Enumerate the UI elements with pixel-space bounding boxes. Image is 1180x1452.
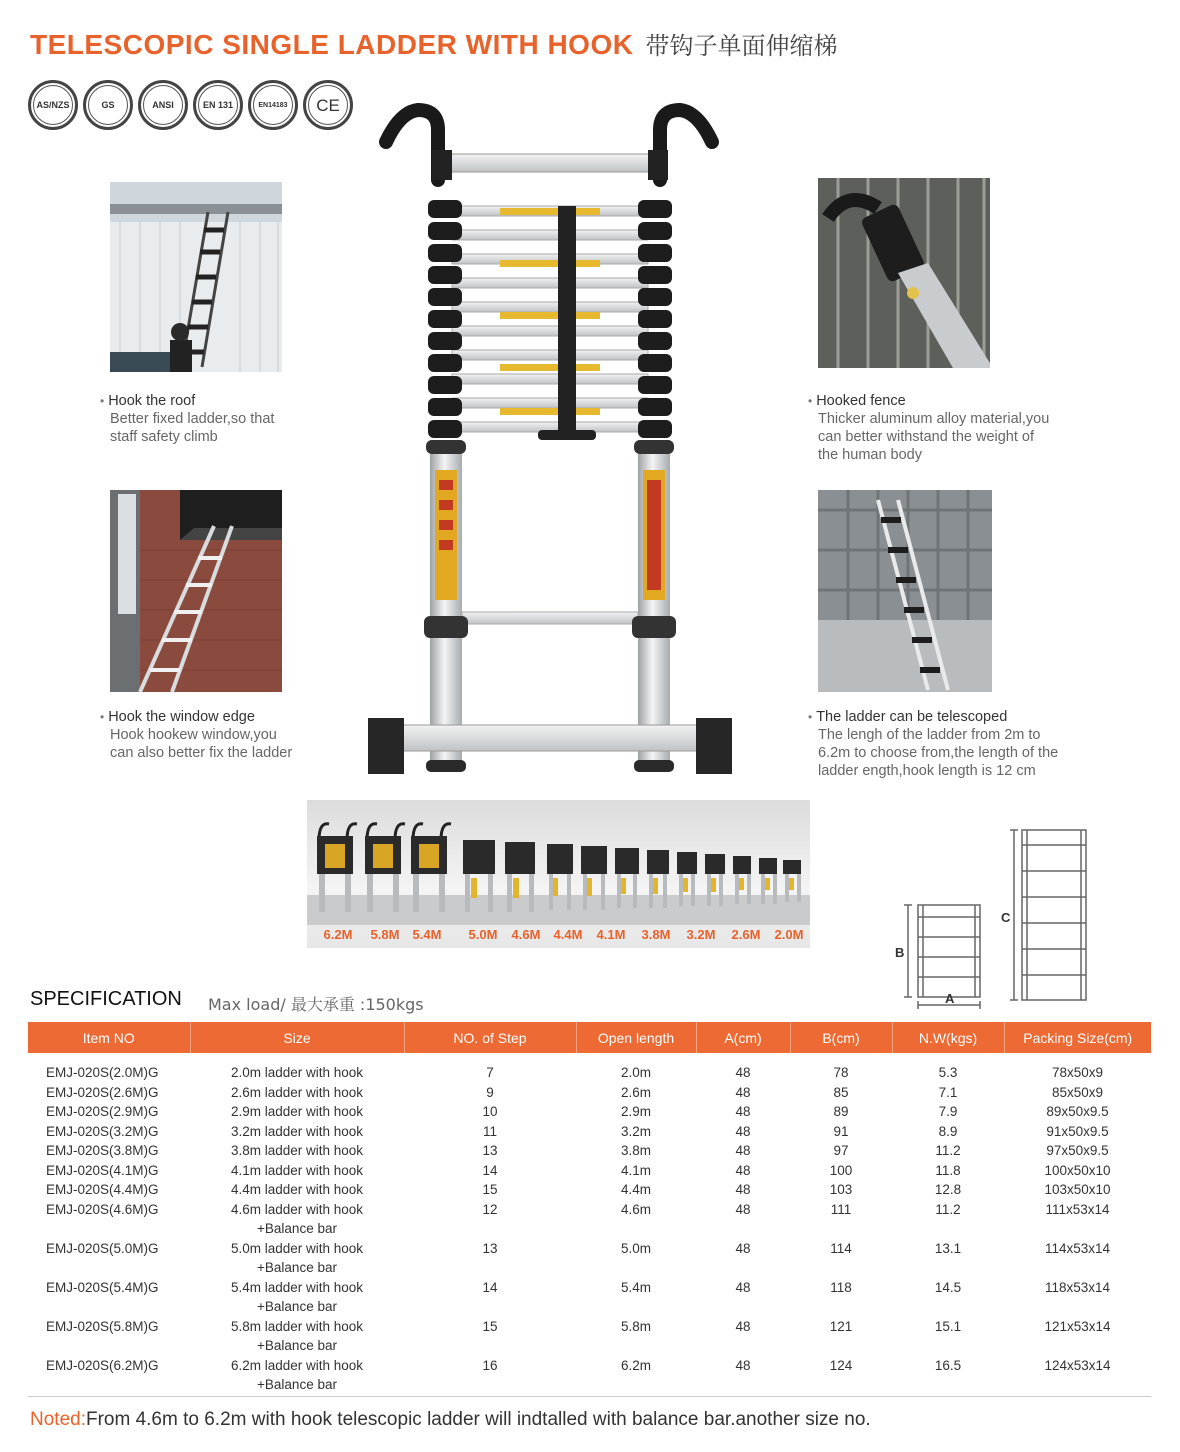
- lineup-label: 4.1M: [596, 927, 626, 942]
- cell-open-length: 4.1m: [620, 1162, 651, 1178]
- cell-size: [190, 1200, 404, 1239]
- table-row: [28, 1083, 1151, 1103]
- cell-item-no: EMJ-020S(2.6M)G: [46, 1084, 159, 1100]
- lineup-label: 3.2M: [686, 927, 716, 942]
- table-row: [28, 1161, 1151, 1181]
- size-text: 3.2m ladder with hook: [230, 1123, 364, 1139]
- cell-open-length: 4.4m: [620, 1182, 651, 1197]
- cell-nw: 7.9: [938, 1104, 958, 1119]
- cell-b: 118: [830, 1279, 852, 1295]
- table-row: [28, 1356, 1151, 1395]
- size-extra: +Balance bar: [257, 1377, 337, 1392]
- footnote-text: From 4.6m to 6.2m with hook telescopic ladder will indtalled with balance bar.another size no.: [85, 1409, 871, 1430]
- cell-open-length: 3.2m: [620, 1123, 651, 1139]
- cell-packing: 78x50x9: [1051, 1065, 1104, 1080]
- col-open-length: Open length: [576, 1022, 696, 1053]
- table-row: [28, 1102, 1151, 1122]
- cell-steps: 14: [482, 1279, 498, 1295]
- cell-item-no: EMJ-020S(5.8M)G: [46, 1318, 159, 1334]
- cell-packing: 89x50x9.5: [1046, 1104, 1109, 1119]
- cell-open-length: 5.0m: [620, 1240, 651, 1256]
- cell-open-length: 5.8m: [620, 1318, 651, 1334]
- table-row: [28, 1053, 1151, 1083]
- cell-open-length: 2.6m: [620, 1084, 651, 1100]
- ansi-badge-icon: ANSI: [138, 80, 188, 130]
- lineup-label: 6.2M: [323, 927, 353, 942]
- lineup-label: 4.4M: [553, 927, 583, 942]
- size-text: 4.4m ladder with hook: [230, 1182, 364, 1197]
- cell-a: 48: [735, 1182, 751, 1197]
- photo-hooked-fence: [818, 178, 990, 368]
- cell-size: [190, 1239, 404, 1278]
- cell-steps: 15: [482, 1318, 498, 1334]
- cell-b: 114: [830, 1240, 852, 1256]
- lineup-label: 3.8M: [641, 927, 671, 942]
- cell-a: 48: [735, 1357, 751, 1373]
- cell-b: 89: [833, 1104, 849, 1119]
- ladder-lineup-photo: [307, 800, 810, 948]
- col-size: Size: [190, 1022, 404, 1053]
- cell-size: [190, 1102, 404, 1122]
- lineup-label: 5.0M: [468, 927, 498, 942]
- cell-b: 100: [829, 1162, 853, 1178]
- cell-item-no: EMJ-020S(2.9M)G: [46, 1104, 159, 1119]
- asnzs-badge-icon: AS/NZS: [28, 80, 78, 130]
- gs-badge-icon: GS: [83, 80, 133, 130]
- dimension-diagram: [890, 825, 1100, 1015]
- size-text: 5.0m ladder with hook: [230, 1240, 364, 1256]
- table-row: [28, 1200, 1151, 1239]
- cell-packing: 124x53x14: [1044, 1357, 1111, 1373]
- dimension-label-a: A: [945, 991, 955, 1006]
- table-row: [28, 1180, 1151, 1200]
- size-extra: +Balance bar: [257, 1338, 337, 1353]
- size-text: 2.6m ladder with hook: [230, 1084, 364, 1100]
- cell-a: 48: [735, 1084, 751, 1100]
- cell-b: 85: [833, 1084, 849, 1100]
- cell-size: [190, 1161, 404, 1181]
- cell-packing: 111x53x14: [1045, 1201, 1110, 1217]
- cell-packing: 85x50x9: [1051, 1084, 1104, 1100]
- size-text: 2.9m ladder with hook: [230, 1104, 364, 1119]
- cell-b: 111: [830, 1201, 852, 1217]
- dimension-label-c: C: [1001, 910, 1011, 925]
- cell-nw: 7.1: [938, 1084, 958, 1100]
- size-extra: +Balance bar: [257, 1299, 337, 1314]
- cell-size: [190, 1122, 404, 1142]
- table-row: [28, 1141, 1151, 1161]
- feature-telescoped: • The ladder can be telescoped The lengh of the ladder from 2m to 6.2m to choose from,the length of the ladder ength,hook length is 12 cm: [808, 708, 1058, 780]
- cell-a: 48: [735, 1123, 751, 1139]
- cell-item-no: EMJ-020S(5.4M)G: [46, 1279, 159, 1295]
- cell-steps: 14: [482, 1162, 498, 1178]
- cell-size: [190, 1180, 404, 1200]
- lineup-label: 4.6M: [511, 927, 541, 942]
- size-text: 3.8m ladder with hook: [230, 1143, 364, 1158]
- size-extra: +Balance bar: [257, 1260, 337, 1275]
- cell-nw: 11.2: [935, 1143, 961, 1158]
- size-text: 4.6m ladder with hook: [230, 1201, 364, 1217]
- cell-open-length: 2.0m: [620, 1065, 651, 1080]
- cell-b: 91: [833, 1123, 849, 1139]
- cell-a: 48: [735, 1143, 751, 1158]
- en14183-badge-icon: EN14183: [248, 80, 298, 130]
- size-text: 5.4m ladder with hook: [230, 1279, 364, 1295]
- photo-hook-roof: [110, 182, 282, 372]
- cell-steps: 13: [482, 1143, 498, 1158]
- table-row: [28, 1122, 1151, 1142]
- en131-badge-icon: EN 131: [193, 80, 243, 130]
- cell-a: 48: [735, 1104, 751, 1119]
- cell-steps: 16: [482, 1357, 498, 1373]
- title-english: TELESCOPIC SINGLE LADDER WITH HOOK: [30, 29, 634, 60]
- cell-size: [190, 1141, 404, 1161]
- cell-nw: 11.2: [935, 1201, 961, 1217]
- main-ladder-illustration: [360, 100, 740, 780]
- cell-size: [190, 1053, 404, 1083]
- cell-packing: 118x53x14: [1044, 1279, 1111, 1295]
- cell-steps: 9: [486, 1084, 494, 1100]
- lineup-label: 5.8M: [370, 927, 400, 942]
- cell-a: 48: [735, 1065, 751, 1080]
- cell-size: [190, 1317, 404, 1356]
- cell-item-no: EMJ-020S(2.0M)G: [46, 1065, 159, 1080]
- lineup-label: 5.4M: [412, 927, 442, 942]
- cell-item-no: EMJ-020S(3.2M)G: [46, 1123, 159, 1139]
- feature-hooked-fence: • Hooked fence Thicker aluminum alloy material,you can better withstand the weight of the human body: [808, 392, 1049, 464]
- cell-packing: 103x50x10: [1044, 1182, 1111, 1197]
- cell-item-no: EMJ-020S(4.6M)G: [46, 1201, 159, 1217]
- col-nw: N.W(kgs): [892, 1022, 1004, 1053]
- lineup-label: 2.0M: [774, 927, 804, 942]
- cell-nw: 13.1: [934, 1240, 962, 1256]
- feature-hook-roof: • Hook the roof Better fixed ladder,so that staff safety climb: [100, 392, 274, 446]
- cell-nw: 14.5: [934, 1279, 962, 1295]
- lineup-size-labels: [307, 924, 810, 942]
- cell-b: 78: [833, 1065, 849, 1080]
- col-steps: NO. of Step: [404, 1022, 576, 1053]
- cell-b: 121: [829, 1318, 853, 1334]
- table-row: [28, 1239, 1151, 1278]
- cell-nw: 16.5: [934, 1357, 962, 1373]
- cell-a: 48: [735, 1318, 751, 1334]
- cell-b: 124: [829, 1357, 853, 1373]
- cell-a: 48: [735, 1279, 751, 1295]
- spec-title: SPECIFICATION: [30, 988, 182, 1010]
- cell-item-no: EMJ-020S(3.8M)G: [46, 1143, 159, 1158]
- cell-open-length: 5.4m: [620, 1279, 651, 1295]
- size-extra: +Balance bar: [257, 1221, 337, 1236]
- certification-badges: [28, 80, 353, 130]
- cell-a: 48: [735, 1240, 751, 1256]
- footnote: [30, 1409, 871, 1431]
- cell-open-length: 4.6m: [620, 1201, 651, 1217]
- spec-header-row: [28, 1022, 1151, 1053]
- cell-b: 97: [833, 1143, 849, 1158]
- feature-hook-window: • Hook the window edge Hook hookew window,you can also better fix the ladder: [100, 708, 292, 762]
- cell-steps: 11: [482, 1123, 497, 1139]
- spec-max-load: Max load/ 最大承重 :150kgs: [208, 995, 424, 1014]
- dimension-label-b: B: [895, 945, 905, 960]
- size-text: 4.1m ladder with hook: [230, 1162, 364, 1178]
- cell-item-no: EMJ-020S(5.0M)G: [46, 1240, 159, 1256]
- size-text: 2.0m ladder with hook: [230, 1065, 364, 1080]
- cell-open-length: 3.8m: [620, 1143, 651, 1158]
- cell-steps: 15: [482, 1182, 498, 1197]
- cell-nw: 12.8: [934, 1182, 962, 1197]
- size-text: 5.8m ladder with hook: [230, 1318, 364, 1334]
- lineup-label: 2.6M: [731, 927, 761, 942]
- cell-nw: 8.9: [938, 1123, 958, 1139]
- cell-size: [190, 1083, 404, 1103]
- cell-item-no: EMJ-020S(4.4M)G: [46, 1182, 159, 1197]
- ce-badge-icon: CE: [303, 80, 353, 130]
- col-a: A(cm): [696, 1022, 790, 1053]
- title-chinese: 带钩子单面伸缩梯: [645, 32, 838, 60]
- cell-packing: 100x50x10: [1044, 1162, 1111, 1178]
- cell-open-length: 6.2m: [620, 1357, 651, 1373]
- photo-hook-window: [110, 490, 282, 692]
- footnote-label: Noted:: [30, 1409, 86, 1430]
- col-packing: Packing Size(cm): [1004, 1022, 1151, 1053]
- cell-a: 48: [735, 1201, 751, 1217]
- photo-ladder-telescoped: [818, 490, 992, 692]
- cell-packing: 121x53x14: [1044, 1318, 1111, 1334]
- cell-item-no: EMJ-020S(4.1M)G: [46, 1162, 159, 1178]
- cell-size: [190, 1278, 404, 1317]
- cell-item-no: EMJ-020S(6.2M)G: [46, 1357, 159, 1373]
- col-b: B(cm): [790, 1022, 892, 1053]
- cell-nw: 11.8: [935, 1162, 961, 1178]
- cell-steps: 10: [482, 1104, 498, 1119]
- table-row: [28, 1317, 1151, 1356]
- page-title: [30, 26, 837, 62]
- cell-packing: 97x50x9.5: [1046, 1143, 1109, 1158]
- spec-table: [28, 1022, 1151, 1395]
- table-bottom-rule: [28, 1396, 1151, 1397]
- cell-a: 48: [735, 1162, 751, 1178]
- cell-nw: 15.1: [934, 1318, 962, 1334]
- cell-nw: 5.3: [938, 1065, 958, 1080]
- col-item-no: Item NO: [28, 1022, 190, 1053]
- table-row: [28, 1278, 1151, 1317]
- cell-b: 103: [829, 1182, 853, 1197]
- cell-steps: 13: [482, 1240, 498, 1256]
- size-text: 6.2m ladder with hook: [230, 1357, 364, 1373]
- cell-steps: 12: [482, 1201, 498, 1217]
- cell-open-length: 2.9m: [620, 1104, 651, 1119]
- cell-packing: 91x50x9.5: [1046, 1123, 1109, 1139]
- cell-packing: 114x53x14: [1044, 1240, 1111, 1256]
- cell-steps: 7: [486, 1065, 494, 1080]
- cell-size: [190, 1356, 404, 1395]
